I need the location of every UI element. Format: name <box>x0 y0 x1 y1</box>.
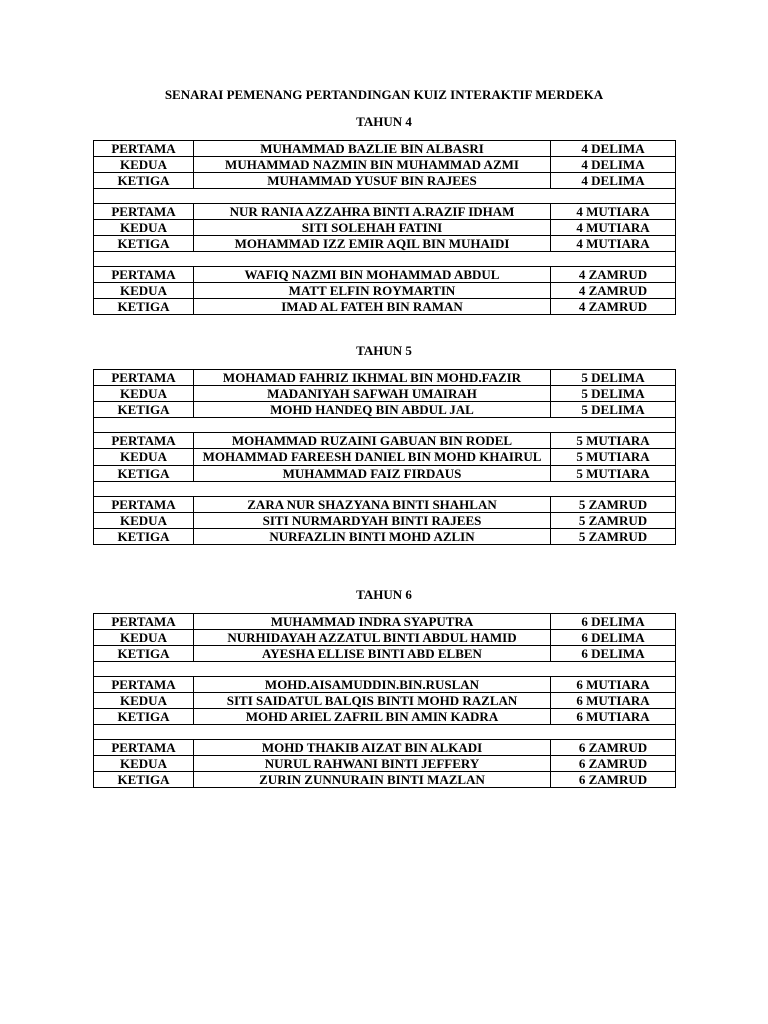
class-cell: 4 MUTIARA <box>551 204 676 220</box>
class-cell: 5 MUTIARA <box>551 433 676 449</box>
spacer-row <box>94 189 676 204</box>
table-row <box>94 614 676 630</box>
class-cell: 6 ZAMRUD <box>551 756 676 772</box>
spacer-row <box>94 252 676 267</box>
spacer-row <box>94 662 676 677</box>
table-row <box>94 402 676 418</box>
name-cell: MOHD THAKIB AIZAT BIN ALKADI <box>194 740 551 756</box>
winners-table-tahun-4 <box>93 140 676 315</box>
position-cell: KEDUA <box>94 693 194 709</box>
class-cell: 5 ZAMRUD <box>551 529 676 545</box>
table-row <box>94 677 676 693</box>
spacer-row <box>94 418 676 433</box>
table-row <box>94 433 676 449</box>
position-cell: KEDUA <box>94 386 194 402</box>
table-row <box>94 141 676 157</box>
name-cell: ZURIN ZUNNURAIN BINTI MAZLAN <box>194 772 551 788</box>
class-cell: 4 ZAMRUD <box>551 267 676 283</box>
name-cell: MUHAMMAD NAZMIN BIN MUHAMMAD AZMI <box>194 157 551 173</box>
class-cell: 6 DELIMA <box>551 646 676 662</box>
name-cell: MOHD ARIEL ZAFRIL BIN AMIN KADRA <box>194 709 551 725</box>
position-cell: PERTAMA <box>94 370 194 386</box>
name-cell: MOHAMMAD RUZAINI GABUAN BIN RODEL <box>194 433 551 449</box>
table-row <box>94 204 676 220</box>
class-cell: 6 MUTIARA <box>551 709 676 725</box>
position-cell: KETIGA <box>94 236 194 252</box>
position-cell: KEDUA <box>94 220 194 236</box>
table-row <box>94 529 676 545</box>
class-cell: 6 MUTIARA <box>551 677 676 693</box>
name-cell: MUHAMMAD INDRA SYAPUTRA <box>194 614 551 630</box>
table-row <box>94 299 676 315</box>
spacer-cell <box>94 252 676 267</box>
class-cell: 6 DELIMA <box>551 630 676 646</box>
class-cell: 6 DELIMA <box>551 614 676 630</box>
name-cell: MOHD HANDEQ BIN ABDUL JAL <box>194 402 551 418</box>
position-cell: KETIGA <box>94 173 194 189</box>
position-cell: KETIGA <box>94 402 194 418</box>
section-title-tahun-6: TAHUN 6 <box>356 587 412 602</box>
name-cell: MUHAMMAD YUSUF BIN RAJEES <box>194 173 551 189</box>
table-row <box>94 740 676 756</box>
spacer-cell <box>94 189 676 204</box>
table-row <box>94 709 676 725</box>
table-row <box>94 630 676 646</box>
table-row <box>94 646 676 662</box>
class-cell: 4 ZAMRUD <box>551 299 676 315</box>
spacer-cell <box>94 725 676 740</box>
position-cell: KEDUA <box>94 283 194 299</box>
winners-table-tahun-5 <box>93 369 676 545</box>
class-cell: 5 DELIMA <box>551 386 676 402</box>
position-cell: KETIGA <box>94 646 194 662</box>
name-cell: SITI NURMARDYAH BINTI RAJEES <box>194 513 551 529</box>
class-cell: 4 ZAMRUD <box>551 283 676 299</box>
table-row <box>94 370 676 386</box>
class-cell: 6 ZAMRUD <box>551 740 676 756</box>
class-cell: 5 ZAMRUD <box>551 497 676 513</box>
name-cell: MOHAMMAD IZZ EMIR AQIL BIN MUHAIDI <box>194 236 551 252</box>
name-cell: MUHAMMAD BAZLIE BIN ALBASRI <box>194 141 551 157</box>
table-row <box>94 466 676 482</box>
name-cell: IMAD AL FATEH BIN RAMAN <box>194 299 551 315</box>
spacer-row <box>94 725 676 740</box>
winners-table-tahun-6 <box>93 613 676 788</box>
table-row <box>94 772 676 788</box>
position-cell: PERTAMA <box>94 497 194 513</box>
position-cell: KETIGA <box>94 529 194 545</box>
table-row <box>94 756 676 772</box>
table-row <box>94 449 676 466</box>
section-title-tahun-4: TAHUN 4 <box>356 114 412 129</box>
class-cell: 4 MUTIARA <box>551 236 676 252</box>
name-cell: MUHAMMAD FAIZ FIRDAUS <box>194 466 551 482</box>
class-cell: 6 MUTIARA <box>551 693 676 709</box>
position-cell: PERTAMA <box>94 740 194 756</box>
position-cell: KEDUA <box>94 756 194 772</box>
position-cell: KEDUA <box>94 449 194 466</box>
name-cell: NURFAZLIN BINTI MOHD AZLIN <box>194 529 551 545</box>
name-cell: MATT ELFIN ROYMARTIN <box>194 283 551 299</box>
position-cell: PERTAMA <box>94 204 194 220</box>
name-cell: NUR RANIA AZZAHRA BINTI A.RAZIF IDHAM <box>194 204 551 220</box>
class-cell: 5 DELIMA <box>551 370 676 386</box>
name-cell: SITI SOLEHAH FATINI <box>194 220 551 236</box>
name-cell: MOHAMAD FAHRIZ IKHMAL BIN MOHD.FAZIR <box>194 370 551 386</box>
name-cell: ZARA NUR SHAZYANA BINTI SHAHLAN <box>194 497 551 513</box>
class-cell: 4 MUTIARA <box>551 220 676 236</box>
position-cell: PERTAMA <box>94 141 194 157</box>
name-cell: SITI SAIDATUL BALQIS BINTI MOHD RAZLAN <box>194 693 551 709</box>
name-cell: AYESHA ELLISE BINTI ABD ELBEN <box>194 646 551 662</box>
section-title-tahun-5: TAHUN 5 <box>356 343 412 358</box>
position-cell: KEDUA <box>94 157 194 173</box>
position-cell: KEDUA <box>94 513 194 529</box>
class-cell: 4 DELIMA <box>551 173 676 189</box>
position-cell: KEDUA <box>94 630 194 646</box>
page-title: SENARAI PEMENANG PERTANDINGAN KUIZ INTERAKTIF MERDEKA <box>164 87 604 102</box>
position-cell: KETIGA <box>94 299 194 315</box>
class-cell: 5 MUTIARA <box>551 466 676 482</box>
spacer-cell <box>94 662 676 677</box>
position-cell: PERTAMA <box>94 433 194 449</box>
table-row <box>94 173 676 189</box>
position-cell: KETIGA <box>94 709 194 725</box>
name-cell: MOHD.AISAMUDDIN.BIN.RUSLAN <box>194 677 551 693</box>
name-cell: WAFIQ NAZMI BIN MOHAMMAD ABDUL <box>194 267 551 283</box>
position-cell: PERTAMA <box>94 614 194 630</box>
table-row <box>94 513 676 529</box>
table-row <box>94 386 676 402</box>
spacer-row <box>94 482 676 497</box>
class-cell: 6 ZAMRUD <box>551 772 676 788</box>
table-row <box>94 267 676 283</box>
table-row <box>94 157 676 173</box>
table-row <box>94 236 676 252</box>
class-cell: 4 DELIMA <box>551 157 676 173</box>
position-cell: KETIGA <box>94 466 194 482</box>
position-cell: PERTAMA <box>94 677 194 693</box>
class-cell: 4 DELIMA <box>551 141 676 157</box>
class-cell: 5 ZAMRUD <box>551 513 676 529</box>
name-cell: NURUL RAHWANI BINTI JEFFERY <box>194 756 551 772</box>
table-row <box>94 220 676 236</box>
name-cell: NURHIDAYAH AZZATUL BINTI ABDUL HAMID <box>194 630 551 646</box>
position-cell: KETIGA <box>94 772 194 788</box>
class-cell: 5 DELIMA <box>551 402 676 418</box>
name-cell: MADANIYAH SAFWAH UMAIRAH <box>194 386 551 402</box>
position-cell: PERTAMA <box>94 267 194 283</box>
table-row <box>94 693 676 709</box>
class-cell: 5 MUTIARA <box>551 449 676 466</box>
table-row <box>94 283 676 299</box>
spacer-cell <box>94 418 676 433</box>
table-row <box>94 497 676 513</box>
name-cell: MOHAMMAD FAREESH DANIEL BIN MOHD KHAIRUL <box>194 449 551 466</box>
spacer-cell <box>94 482 676 497</box>
